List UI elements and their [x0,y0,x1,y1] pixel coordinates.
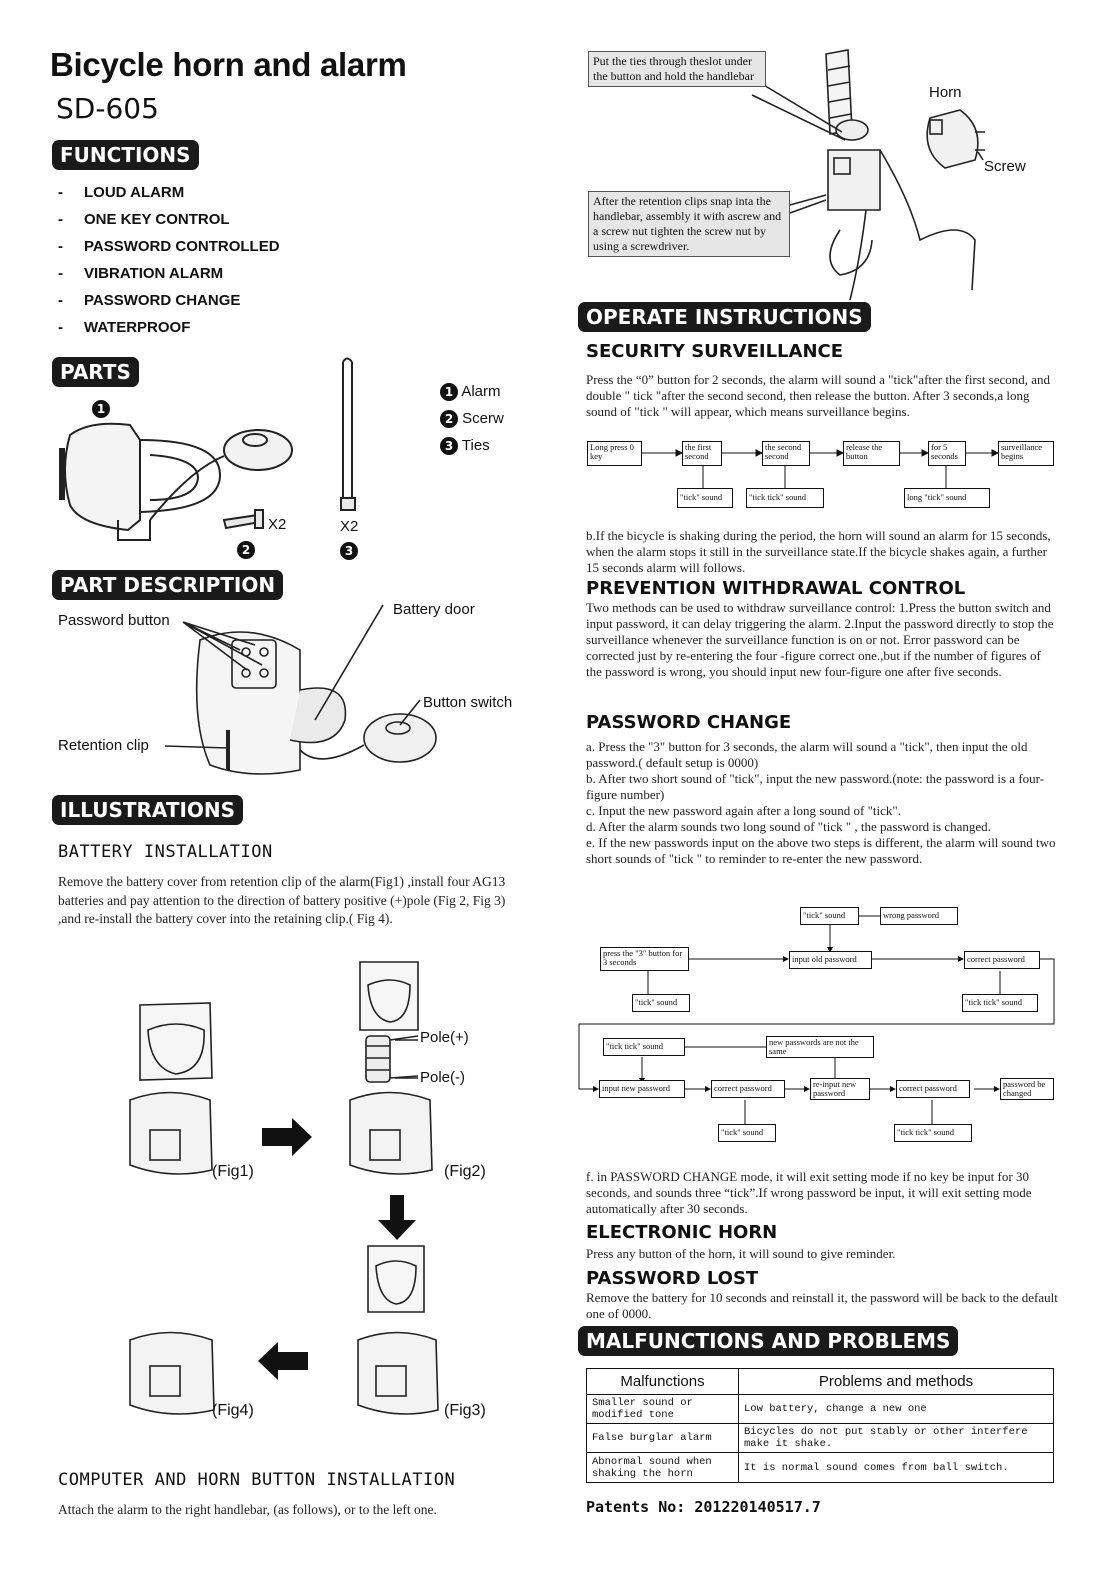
function-item: - VIBRATION ALARM [58,265,224,282]
model-number: SD-605 [56,92,159,125]
password-change-text: a. Press the "3" button for 3 seconds, the alarm will sound a "tick", then input the old password.( default setup is 0000) b. After two short sound of "tick", input the new password.(note: the password is a four-figure number) c. Input the new password again after a long sound of "tick". d. After the alarm sounds two long sound of "tick " , the password is changed. e. If the new passwords input on the above two steps is different, the alarm will sound two short sounds of "tick " to reminder to re-enter the new password. [586,739,1056,866]
install-title: COMPUTER AND HORN BUTTON INSTALLATION [58,1470,456,1490]
ties-callout: Put the ties through theslot under the button and hold the handlebar [588,51,766,87]
function-item: - ONE KEY CONTROL [58,211,230,228]
pole-minus-label: Pole(-) [420,1069,466,1086]
electronic-horn-title: ELECTRONIC HORN [586,1222,778,1243]
battery-installation-title: BATTERY INSTALLATION [58,842,273,862]
flow2-box: press the "3" button for 3 seconds [600,947,689,971]
battery-installation-text: Remove the battery cover from retention clip of the alarm(Fig1) ,install four AG13 batteries and pay attention to the direction of battery positive (+)pole (Fig 2, Fig 3) ,and re-install the battery cover into the retaining clip.( Fig 4). [58,874,506,926]
illustrations-heading: ILLUSTRATIONS [52,795,243,825]
ties-quantity: X2 [340,518,359,535]
patent-number: Patents No: 201220140517.7 [586,1498,821,1516]
flow2-box: wrong password [880,907,958,925]
function-item: - PASSWORD CONTROLLED [58,238,280,255]
flow1-sound: "tick" sound [677,488,733,508]
fig4-label: (Fig4) [212,1402,254,1419]
security-title: SECURITY SURVEILLANCE [586,341,844,362]
malfunctions-heading: MALFUNCTIONS AND PROBLEMS [578,1326,958,1356]
table-row [587,1395,1054,1424]
flow2-box: input old password [789,951,872,969]
flow1-step: release the button [843,441,900,466]
flow1-step: for 5 seconds [928,441,966,466]
part-number-3: 3 [340,540,358,560]
part-description-heading: PART DESCRIPTION [52,570,283,600]
electronic-horn-text: Press any button of the horn, it will sound to give reminder. [586,1246,896,1261]
button-switch-label: Button switch [423,694,513,711]
prevention-text: Two methods can be used to withdraw surveillance control: 1.Press the button switch and input password, it can delay triggering the alarm. 2.Input the password directly to stop the surveillance whenever the surveillance function is on or not. Error password can be corrected just by re-entering the four -figure correct one.,but if the number of figures of the password is wrong, you should input new four-figure one after five seconds. [586,600,1054,679]
legend-ties: 3 Ties [440,432,504,459]
flow2-box: "tick tick" sound [962,994,1038,1012]
flow2-box: input new password [599,1080,685,1098]
table-cell: Smaller sound or modified tone [587,1395,739,1424]
flow1-step: the first second [682,441,722,466]
flow2-box: "tick" sound [800,907,859,925]
function-item: - WATERPROOF [58,319,191,336]
flow2-box: new passwords are not the same [766,1036,874,1058]
prevention-title: PREVENTION WITHDRAWAL CONTROL [586,578,966,599]
table-cell: Abnormal sound when shaking the horn [587,1453,739,1483]
table-header-row [587,1369,1054,1395]
legend-alarm: 1 Alarm [440,378,504,405]
table-cell: False burglar alarm [587,1424,739,1453]
screw-quantity: X2 [268,516,287,533]
install-text: Attach the alarm to the right handlebar, (as follows), or to the left one. [58,1502,437,1517]
flow2-box: "tick" sound [632,994,690,1012]
operate-heading: OPERATE INSTRUCTIONS [578,302,871,332]
flow1-step: Long press 0 key [587,441,642,466]
part-number-2: 2 [237,539,255,559]
functions-heading: FUNCTIONS [52,140,199,170]
page-title: Bicycle horn and alarm [50,46,407,83]
part-number-1: 1 [92,398,110,418]
security-text: Press the “0” button for 2 seconds, the alarm will sound a "tick"after the first second, and double " tick "after the second second, then release the button. After 3 seconds,a long sound of "tick " will appear, which means surveillance begins. [586,372,1051,419]
fig3-label: (Fig3) [444,1402,486,1419]
password-change-title: PASSWORD CHANGE [586,712,792,733]
password-button-label: Password button [58,612,170,629]
function-item: - LOUD ALARM [58,184,185,201]
function-item: - PASSWORD CHANGE [58,292,241,309]
fig2-label: (Fig2) [444,1163,486,1180]
battery-door-label: Battery door [393,601,475,618]
parts-heading: PARTS [52,357,139,387]
table-cell: Bicycles do not put stably or other interfere make it shake. [739,1424,1054,1453]
column-header: Malfunctions [587,1369,739,1395]
shaking-text: b.If the bicycle is shaking during the period, the horn will sound an alarm for 15 seconds, when the alarm stops it still in the surveillance state.If the bicycle shakes again, a further 15 seconds alarm will follows. [586,528,1051,575]
pole-plus-label: Pole(+) [420,1029,469,1046]
exit-text: f. in PASSWORD CHANGE mode, it will exit setting mode if no key be input for 30 seconds, and sounds three “tick”.If wrong password be input, it will exit setting mode automatically after 30 seconds. [586,1169,1032,1216]
retention-clip-label: Retention clip [58,737,149,754]
table-row [587,1424,1054,1453]
flow2-box: correct password [896,1080,970,1098]
flow1-sound: "tick tick" sound [746,488,824,508]
flow2-box: correct password [711,1080,785,1098]
password-lost-text: Remove the battery for 10 seconds and reinstall it, the password will be back to the default one of 0000. [586,1290,1058,1321]
table-row [587,1453,1054,1483]
password-lost-title: PASSWORD LOST [586,1268,759,1289]
legend-screw: 2 Scerw [440,405,504,432]
horn-label: Horn [929,84,962,101]
malfunctions-table [586,1368,1054,1483]
table-cell: It is normal sound comes from ball switch. [739,1453,1054,1483]
flow1-step: the second second [762,441,810,466]
fig1-label: (Fig1) [212,1163,254,1180]
flow1-sound: long "tick" sound [904,488,990,508]
screw-callout: After the retention clips snap inta the handlebar, assembly it with ascrew and a screw nut tighten the screw nut by using a screwdriver. [588,191,790,257]
column-header: Problems and methods [739,1369,1054,1395]
flow2-box: "tick tick" sound [603,1038,685,1056]
flow2-box: "tick" sound [718,1124,776,1142]
flow2-box: correct password [964,951,1040,969]
flow2-box: "tick tick" sound [894,1124,972,1142]
screw-label: Screw [984,158,1026,175]
flow2-box: re-input new password [810,1078,870,1100]
flow1-step: surveillance begins [998,441,1054,466]
flow2-box: password be changed [1000,1078,1054,1100]
table-cell: Low battery, change a new one [739,1395,1054,1424]
